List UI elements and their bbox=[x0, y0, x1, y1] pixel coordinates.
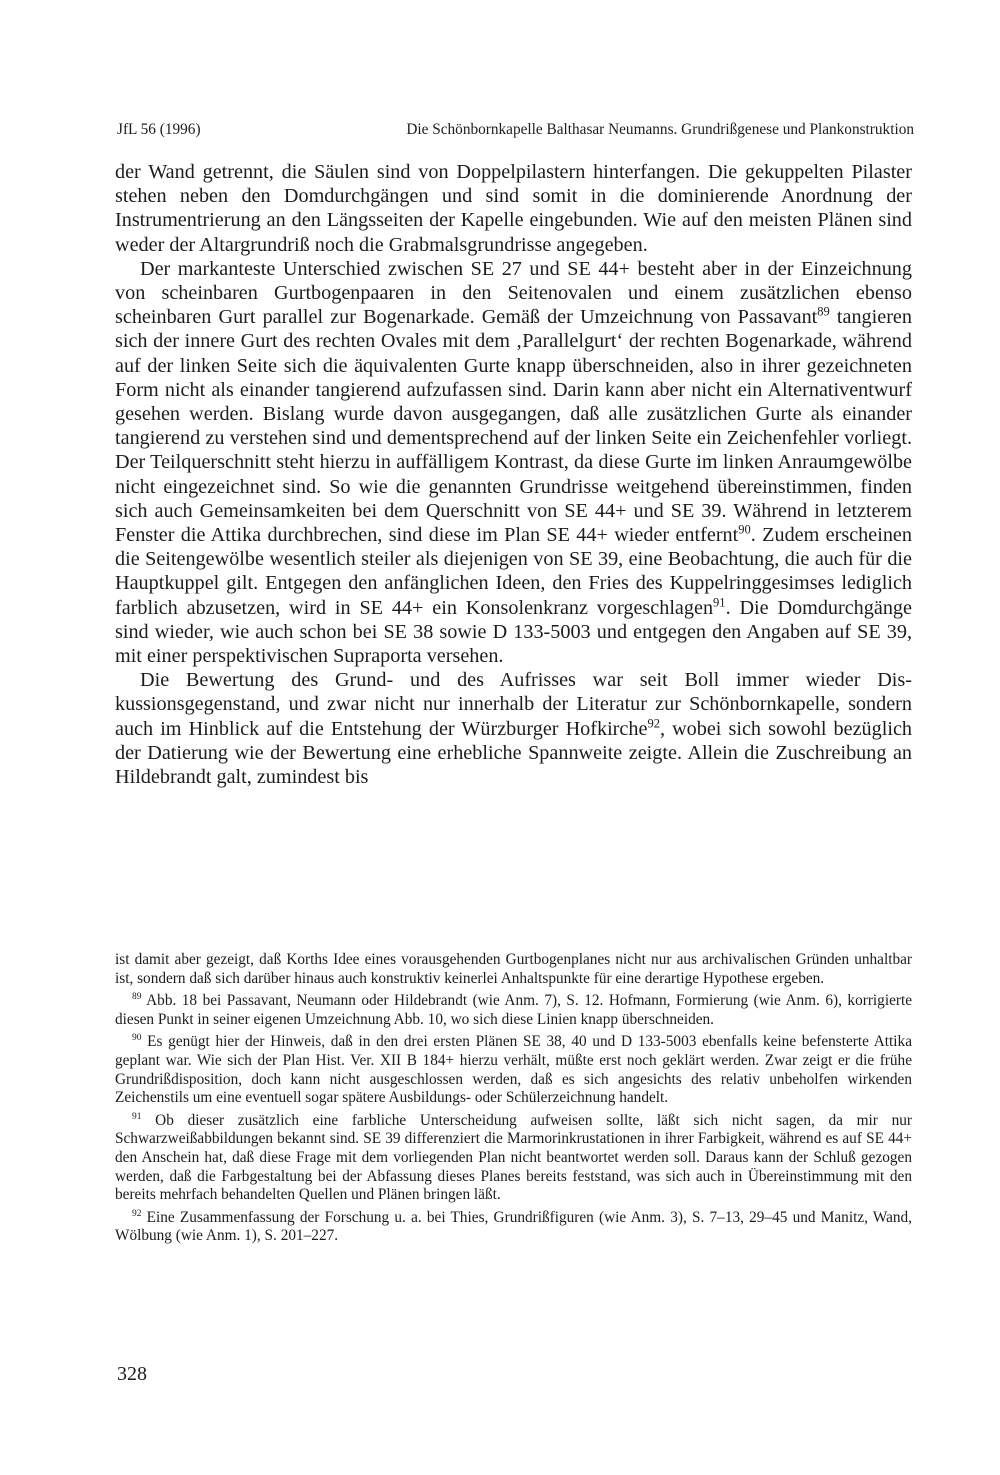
footnote-text: Ob dieser zusätzlich eine farbliche Unterscheidung aufweisen sollte, läßt sich nicht sagen, da mir nur Schwarzweißabbildungen bekannt sind. SE 39 differenziert die Marmorinkrustationen in ihrer Farbigkeit, während es auf SE 44+ den Anschein hat, daß diese Frage mit dem vorliegenden Plan nicht beantwortet werden soll. Daraus kann der Schluß gezogen werden, daß die Farbgestaltung bei der Abfassung dieses Planes bereits feststand, was sich auch in Übereinstimmung mit den bereits mehrfach behandelten Quellen und Plänen bringen läßt. bbox=[115, 1111, 912, 1204]
footnote-90 bbox=[115, 1033, 912, 1107]
footnote-91 bbox=[115, 1112, 912, 1205]
paragraph-2-text-d: . Die Domdurchgänge sind wieder, wie auch schon bei SE 38 sowie D 133-5003 und entgegen den Angaben auf SE 39, mit einer perspektivischen Supraporta versehen. bbox=[115, 596, 912, 668]
paragraph-3-text-b: , wobei sich sowohl bezüglich der Datierung wie der Bewertung eine erhebliche Spannweite zeigte. Allein die Zuschreibung an Hildebrandt galt, zumindest bis bbox=[115, 717, 912, 789]
footnote-number: 91 bbox=[132, 1111, 142, 1122]
paragraph-3-text-a: Die Bewertung des Grund- und des Aufrisses war seit Boll immer wieder Diskussionsgegenstand, und zwar nicht nur innerhalb der Literatur zur Schönbornkapelle, sondern auch im Hinblick auf die Entstehung der Würzburger Hofkirche bbox=[115, 669, 912, 740]
footnote-text: Eine Zusammenfassung der Forschung u. a. bei Thies, Grundrißfiguren (wie Anm. 3), S. 7–13, 29–45 und Manitz, Wand, Wölbung (wie Anm. 1), S. 201–227. bbox=[115, 1208, 912, 1245]
journal-reference: JfL 56 (1996) bbox=[117, 121, 201, 138]
running-title: Die Schönbornkapelle Balthasar Neumanns. Grundrißgenese und Plankonstruktion bbox=[406, 121, 914, 138]
footnote-number: 89 bbox=[132, 992, 142, 1003]
page-number: 328 bbox=[117, 1363, 147, 1385]
paragraph-2-text-c: . Zudem erscheinen die Seitengewölbe wesentlich steiler als diejenigen von SE 39, eine Beobachtung, die auch für die Hauptkuppel gilt. Entgegen den anfänglichen Ideen, den Fries des Kuppelringgesimses lediglich farblich abzusetzen, wird in SE 44+ ein Konsolenkranz vorgeschlagen bbox=[115, 524, 912, 619]
running-header bbox=[117, 121, 914, 139]
footnotes bbox=[115, 951, 912, 1250]
paragraph-3 bbox=[115, 668, 912, 789]
footnote-number: 90 bbox=[132, 1033, 142, 1044]
footnote-ref-90[interactable]: 90 bbox=[738, 522, 751, 537]
footnote-text: Abb. 18 bei Passavant, Neumann oder Hildebrandt (wie Anm. 7), S. 12. Hofmann, Formierung (wie Anm. 6), korrigierte diesen Punkt in seiner eigenen Umzeichnung Abb. 10, wo sich diese Linien knapp überschneiden. bbox=[115, 992, 912, 1028]
footnote-ref-92[interactable]: 92 bbox=[647, 715, 660, 730]
footnote-92 bbox=[115, 1209, 912, 1246]
paragraph-2-text-a: Der markanteste Unterschied zwischen SE 27 und SE 44+ besteht aber in der Einzeichnung von scheinbaren Gurtbogenpaaren in den Seitenovalen und einem zusätzlichen ebenso scheinbaren Gurt parallel zur Bogenarkade. Gemäß der Umzeichnung von Passavant bbox=[115, 257, 912, 329]
main-text bbox=[115, 160, 912, 789]
footnote-ref-89[interactable]: 89 bbox=[817, 304, 830, 319]
footnote-continuation: ist damit aber gezeigt, daß Korths Idee eines vorausgehenden Gurtbogenplanes nicht nur aus archivalischen Gründen unhaltbar ist, sondern daß sich darüber hinaus auch konstruktiv keinerlei Anhaltspunkte für eine derartige Hypothese ergeben. bbox=[115, 951, 912, 987]
footnote-ref-91[interactable]: 91 bbox=[713, 594, 726, 609]
footnote-89 bbox=[115, 992, 912, 1029]
footnote-text: Es genügt hier der Hinweis, daß in den drei ersten Plänen SE 38, 40 und D 133-5003 ebenfalls keine befensterte Attika geplant war. Wie sich der Plan Hist. Ver. XII B 184+ hierzu verhält, müßte erst noch geklärt werden. Zwar zeigt er die frühe Grundrißdisposition, doch kann nicht ausgeschlossen werden, daß es sich angesichts des relativ unbeholfen wirkenden Zeichenstils um eine eventuell sogar spätere Ausbildungs- oder Schülerzeichnung handelt. bbox=[115, 1033, 912, 1107]
paragraph-2 bbox=[115, 257, 912, 668]
paragraph-1: der Wand getrennt, die Säulen sind von Doppelpilastern hinterfangen. Die gekuppelten Pilaster stehen neben den Domdurchgängen und sind somit in die dominierende Anordnung der Instrumentrierung an den Längsseiten der Kapelle eingebunden. Wie auf den meisten Plänen sind weder der Altargrundriß noch die Grabmalsgrundrisse angegeben. bbox=[115, 161, 912, 256]
footnote-number: 92 bbox=[132, 1208, 142, 1219]
paragraph-2-text-b: tangieren sich der innere Gurt des rechten Ovales mit dem ‚Parallelgurt‘ der rechten Bogenarkade, während auf der linken Seite sich die äquivalenten Gurte knapp überschneiden, also in ihrer gezeichneten Form nicht als einander tangierend aufzufassen sind. Darin kann aber nicht ein Alternativentwurf gesehen werden. Bislang wurde davon ausgegangen, daß alle zusätzlichen Gurte als einander tangierend zu verstehen sind und dementsprechend auf der linken Seite ein Zeichenfehler vorliegt. Der Teilquerschnitt steht hierzu in auffälligem Kontrast, da diese Gurte im linken Anraumgewölbe nicht eingezeichnet sind. So wie die genannten Grundrisse weitgehend übereinstimmen, finden sich auch Gemeinsamkeiten bei dem Querschnitt von SE 44+ und SE 39. Während in letzterem Fenster die Attika durchbrechen, sind diese im Plan SE 44+ wieder entfernt bbox=[115, 306, 912, 547]
